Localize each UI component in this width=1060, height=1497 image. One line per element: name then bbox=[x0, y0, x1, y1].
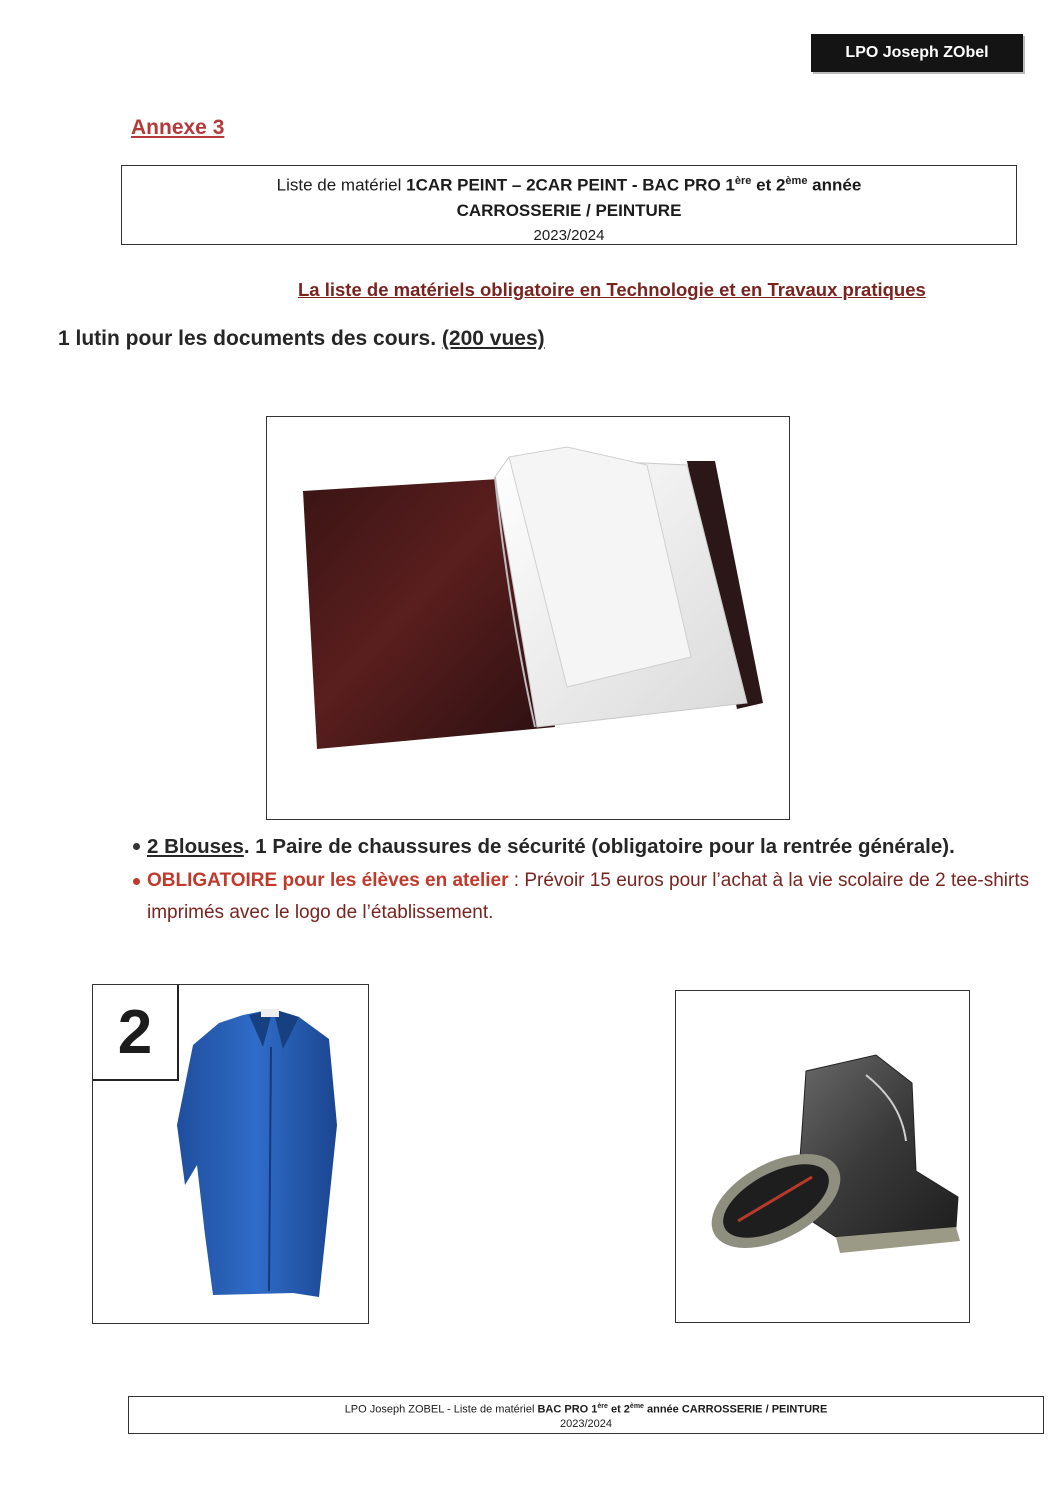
header-mid: et 2 bbox=[751, 175, 786, 195]
header-classes: 1CAR PEINT – 2CAR PEINT - BAC PRO 1 bbox=[406, 175, 735, 195]
footer-sup-2: ème bbox=[629, 1403, 644, 1410]
header-end: année bbox=[807, 175, 862, 195]
shoes-image bbox=[675, 990, 970, 1323]
item-lutin-views: (200 vues) bbox=[441, 327, 545, 350]
bullet-tshirts bbox=[133, 865, 1033, 929]
mandatory-heading: La liste de matériels obligatoire en Technologie et en Travaux pratiques bbox=[298, 279, 926, 300]
safety-shoes-illustration bbox=[676, 991, 970, 1323]
footer-year: 2023/2024 bbox=[560, 1417, 612, 1430]
header-sup-2: ème bbox=[785, 175, 808, 187]
coat-image bbox=[92, 984, 369, 1324]
blouses-rest: . 1 Paire de chaussures de sécurité (obligatoire pour la rentrée générale). bbox=[243, 835, 955, 858]
footer-bold-2: année CARROSSERIE / PEINTURE bbox=[643, 1403, 828, 1416]
quantity-badge: 2 bbox=[93, 985, 179, 1081]
footer-bold-1: BAC PRO 1 bbox=[537, 1403, 598, 1416]
header-prefix: Liste de matériel bbox=[276, 175, 407, 195]
bullet-blouses bbox=[133, 830, 1033, 863]
blouses-label: 2 Blouses bbox=[147, 835, 244, 858]
header-year: 2023/2024 bbox=[533, 226, 605, 244]
footer-mid: et 2 bbox=[607, 1403, 630, 1416]
tshirts-mandatory: OBLIGATOIRE pour les élèves en atelier bbox=[147, 870, 509, 891]
tshirts-rest: : Prévoir 15 euros pour l’achat à la vie scolaire de 2 tee-shirts imprimés avec le logo de l’établissement. bbox=[147, 870, 1030, 923]
header-line-2: CARROSSERIE / PEINTURE bbox=[456, 200, 682, 220]
header-box bbox=[121, 165, 1017, 245]
header-sup-1: ère bbox=[734, 175, 752, 187]
school-badge: LPO Joseph ZObel bbox=[811, 34, 1023, 72]
footer-prefix: LPO Joseph ZOBEL - Liste de matériel bbox=[344, 1403, 538, 1416]
footer-box bbox=[128, 1396, 1044, 1434]
folder-illustration bbox=[267, 417, 790, 820]
footer-line-1 bbox=[129, 1400, 1043, 1417]
folder-image bbox=[266, 416, 790, 820]
annex-title: Annexe 3 bbox=[131, 116, 225, 139]
item-lutin-text: 1 lutin pour les documents des cours. bbox=[58, 327, 442, 350]
requirements-list bbox=[133, 830, 1033, 929]
item-lutin bbox=[58, 327, 545, 351]
header-line-1 bbox=[122, 169, 1016, 198]
footer-sup-1: ère bbox=[597, 1403, 608, 1410]
